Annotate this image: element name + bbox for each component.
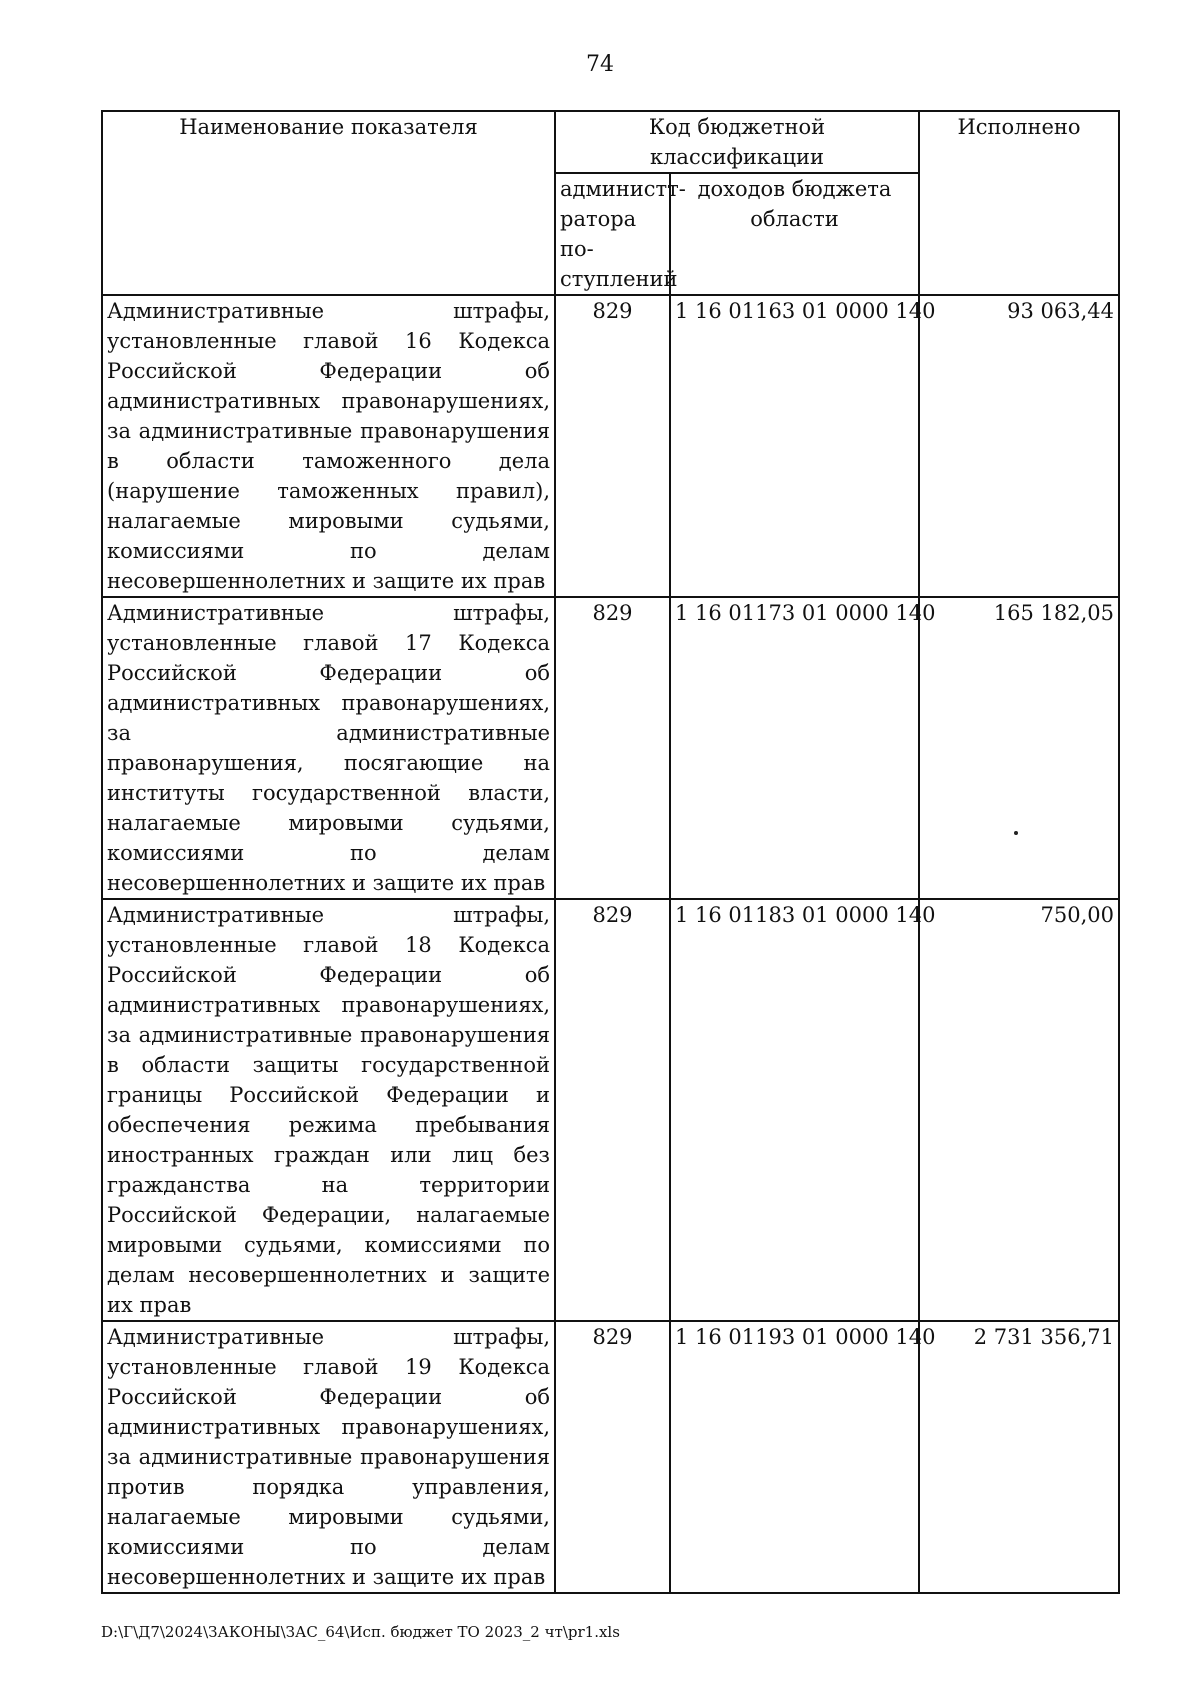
page-number: 74: [586, 52, 614, 77]
column-header-budget-code: Код бюджетной классификации: [555, 111, 919, 173]
budget-table: [101, 110, 1120, 1594]
table-row: [102, 597, 1119, 899]
footer-file-path: D:\Г\Д7\2024\ЗАКОНЫ\ЗАС_64\Исп. бюджет ТО 2023_2 чт\pr1.xls: [101, 1623, 620, 1641]
admin-header-line: ратора по-: [560, 207, 637, 261]
row-description: Административные штрафы, установленные главой 17 Кодекса Российской Федерации об административных правонарушениях, за административные правонарушения, посягающие на институты государственной власти, налагаемые мировыми судьями, комиссиями по делам несовершеннолетних и защите их прав: [102, 597, 555, 899]
table-row: [102, 899, 1119, 1321]
row-admin-code: 829: [555, 1321, 670, 1593]
scan-speck: [1014, 831, 1018, 835]
row-amount: 2 731 356,71: [919, 1321, 1119, 1593]
income-header-line: области: [750, 207, 839, 231]
column-header-name: Наименование показателя: [102, 111, 555, 295]
row-income-code: 1 16 01163 01 0000 140: [670, 295, 919, 597]
column-header-admin: [555, 173, 686, 295]
income-header-line: доходов бюджета: [697, 177, 892, 201]
row-income-code: 1 16 01183 01 0000 140: [670, 899, 919, 1321]
row-description: Административные штрафы, установленные главой 18 Кодекса Российской Федерации об административных правонарушениях, за административные правонарушения в области защиты государственной границы Российской Федерации и обеспечения режима пребывания иностранных граждан или лиц без гражданства на территории Российской Федерации, налагаемые мировыми судьями, комиссиями по делам несовершеннолетних и защите их прав: [102, 899, 555, 1321]
row-income-code: 1 16 01173 01 0000 140: [670, 597, 919, 899]
column-header-income: [670, 173, 919, 295]
row-admin-code: 829: [555, 899, 670, 1321]
row-admin-code: 829: [555, 597, 670, 899]
row-description: Административные штрафы, установленные главой 16 Кодекса Российской Федерации об административных правонарушениях, за административные правонарушения в области таможенного дела (нарушение таможенных правил), налагаемые мировыми судьями, комиссиями по делам несовершеннолетних и защите их прав: [102, 295, 555, 597]
table-row: [102, 295, 1119, 597]
row-admin-code: 829: [555, 295, 670, 597]
row-amount: 750,00: [919, 899, 1119, 1321]
admin-header-line: ступлений: [560, 267, 678, 291]
row-amount: 93 063,44: [919, 295, 1119, 597]
row-description: Административные штрафы, установленные главой 19 Кодекса Российской Федерации об административных правонарушениях, за административные правонарушения против порядка управления, налагаемые мировыми судьями, комиссиями по делам несовершеннолетних и защите их прав: [102, 1321, 555, 1593]
row-amount: 165 182,05: [919, 597, 1119, 899]
table-row: [102, 1321, 1119, 1593]
admin-header-line: администт-: [560, 177, 686, 201]
row-income-code: 1 16 01193 01 0000 140: [670, 1321, 919, 1593]
column-header-executed: Исполнено: [919, 111, 1119, 295]
